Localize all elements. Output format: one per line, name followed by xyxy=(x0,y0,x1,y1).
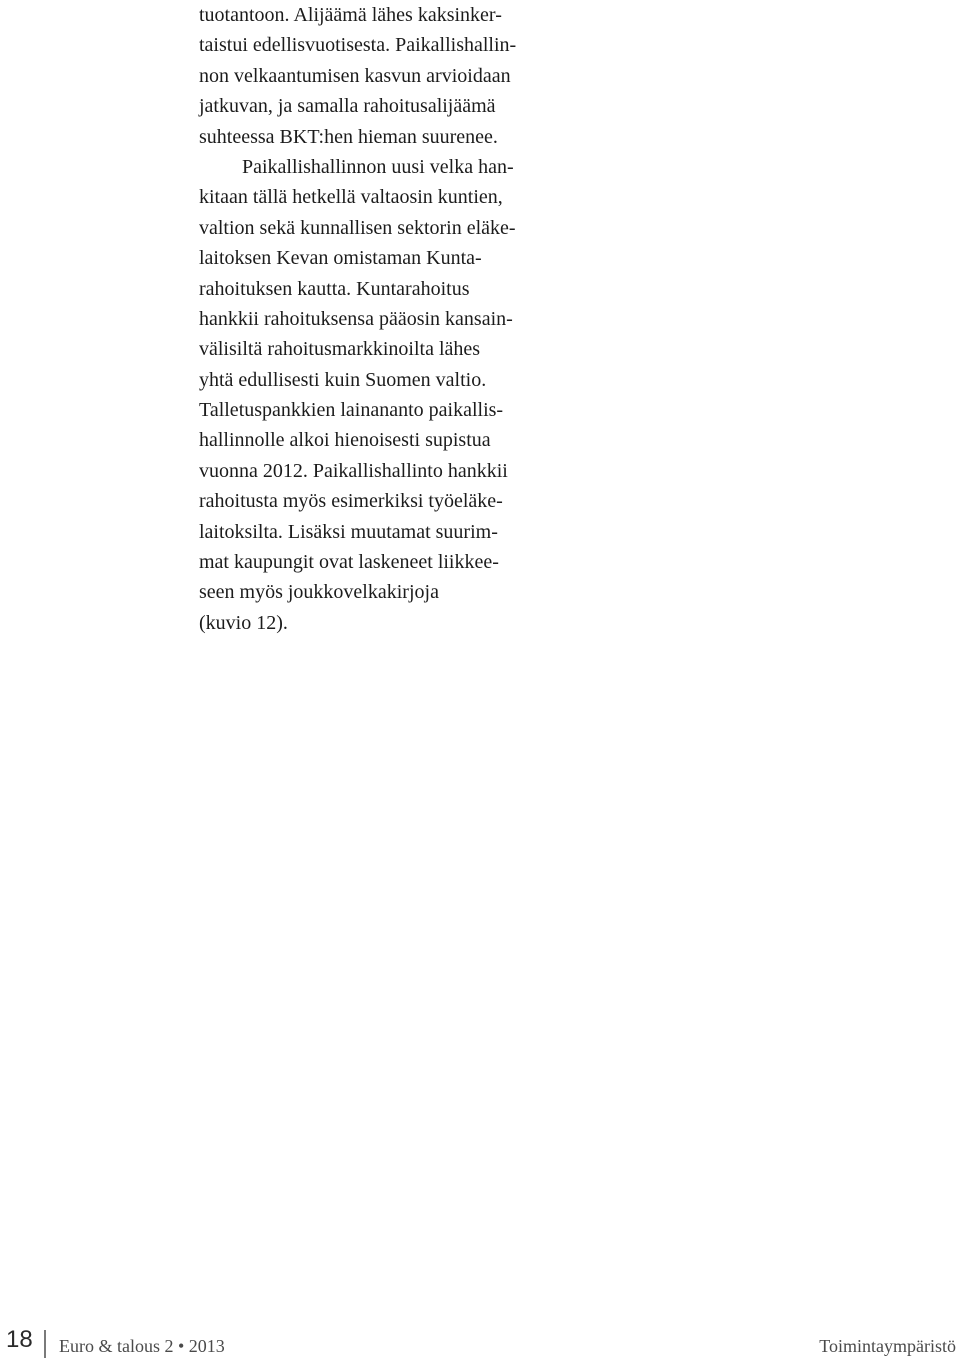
text-line: taistui edellisvuotisesta. Paikallishallin- xyxy=(199,34,517,57)
section-name: Toimintaympäristö xyxy=(819,1336,956,1356)
text-line: valtion sekä kunnallisen sektorin eläke- xyxy=(199,216,516,239)
paragraph-start-line: Paikallishallinnon uusi velka han- xyxy=(242,155,514,178)
text-line: (kuvio 12). xyxy=(199,611,288,634)
body-text-column xyxy=(199,0,599,638)
text-line: välisiltä rahoitusmarkkinoilta lähes xyxy=(199,338,481,361)
text-line: laitoksen Kevan omistaman Kunta- xyxy=(199,247,482,270)
text-line: rahoitusta myös esimerkiksi työeläke- xyxy=(199,490,503,513)
text-line: jatkuvan, ja samalla rahoitusalijäämä xyxy=(199,95,496,118)
text-line: kitaan tällä hetkellä valtaosin kuntien, xyxy=(199,186,503,209)
page-number: 18 xyxy=(6,1326,33,1353)
text-line: laitoksilta. Lisäksi muutamat suurim- xyxy=(199,520,498,543)
text-line: mat kaupungit ovat laskeneet liikkee- xyxy=(199,551,499,574)
text-line: hankkii rahoituksensa pääosin kansain- xyxy=(199,307,513,330)
publication-title: Euro & talous 2 • 2013 xyxy=(59,1336,225,1356)
text-line: Talletuspankkien lainananto paikallis- xyxy=(199,399,504,422)
text-line: seen myös joukkovelkakirjoja xyxy=(199,581,439,604)
text-line: vuonna 2012. Paikallishallinto hankkii xyxy=(199,459,508,482)
text-line: yhtä edullisesti kuin Suomen valtio. xyxy=(199,368,487,391)
page-footer xyxy=(0,1326,960,1366)
text-line: tuotantoon. Alijäämä lähes kaksinker- xyxy=(199,4,502,26)
text-line: non velkaantumisen kasvun arvioidaan xyxy=(199,64,511,87)
footer-divider xyxy=(44,1330,46,1358)
text-line: rahoituksen kautta. Kuntarahoitus xyxy=(199,277,470,300)
text-line: suhteessa BKT:hen hieman suurenee. xyxy=(199,125,498,148)
text-line: hallinnolle alkoi hienoisesti supistua xyxy=(199,429,491,452)
